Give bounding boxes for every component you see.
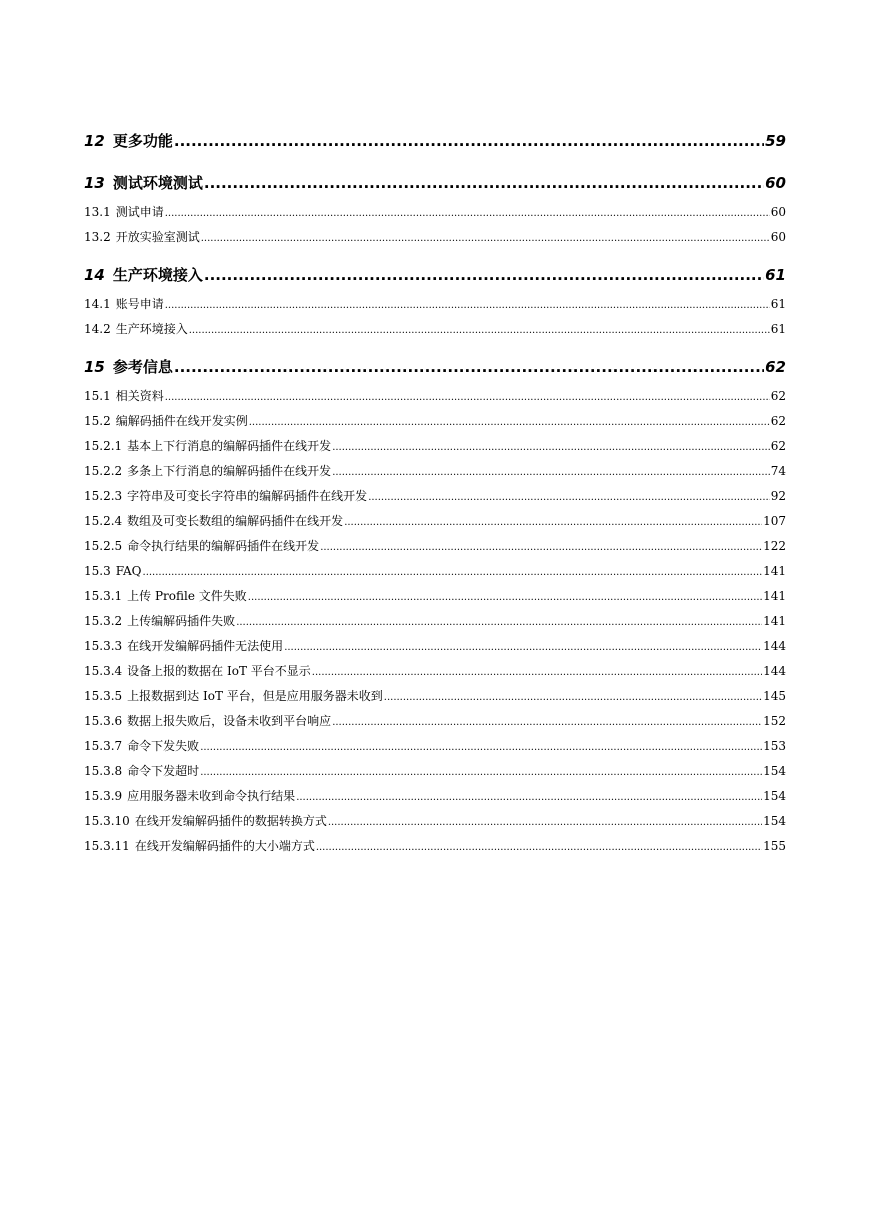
dot-leader: [143, 564, 763, 582]
toc-section-entry[interactable]: [84, 837, 786, 855]
toc-entry-title: 字符串及可变长字符串的编解码插件在线开发: [127, 489, 368, 503]
toc-entry-title: 参考信息: [112, 358, 173, 376]
toc-entry-number: 15.2.3: [84, 489, 123, 503]
toc-entry-title: 在线开发编解码插件无法使用: [127, 639, 284, 653]
dot-leader: [344, 514, 762, 532]
toc-entry-page-number: 60: [770, 230, 786, 244]
toc-entry-page-number: 61: [770, 297, 786, 311]
toc-entry-title: 编解码插件在线开发实例: [115, 414, 248, 428]
dot-leader: [312, 664, 762, 682]
toc-entry-page-number: 61: [770, 322, 786, 336]
toc-entry-number: 15.3.1: [84, 589, 123, 603]
toc-chapter-entry[interactable]: [84, 264, 786, 286]
toc-chapter-entry[interactable]: [84, 356, 786, 378]
toc-chapter-entry[interactable]: [84, 172, 786, 194]
toc-entry-page-number: 62: [770, 439, 786, 453]
toc-entry-page-number: 107: [763, 514, 786, 528]
toc-section-entry[interactable]: [84, 587, 786, 605]
dot-leader: [284, 639, 762, 657]
toc-entry-page-number: 152: [763, 714, 786, 728]
toc-entry-title: 命令执行结果的编解码插件在线开发: [127, 539, 320, 553]
toc-entry-page-number: 62: [770, 389, 786, 403]
toc-section-entry[interactable]: [84, 412, 786, 430]
dot-leader: [296, 789, 762, 807]
toc-entry-page-number: 74: [770, 464, 786, 478]
toc-entry-number: 15.3.2: [84, 614, 123, 628]
toc-section-entry[interactable]: [84, 637, 786, 655]
toc-entry-number: 15.3.10: [84, 814, 130, 828]
toc-entry-page-number: 60: [765, 174, 786, 192]
toc-entry-title: 数组及可变长数组的编解码插件在线开发: [127, 514, 344, 528]
toc-entry-page-number: 122: [763, 539, 786, 553]
toc-section-entry[interactable]: [84, 295, 786, 313]
toc-section-entry[interactable]: [84, 203, 786, 221]
toc-entry-number: 14: [84, 266, 105, 284]
dot-leader: [201, 230, 770, 248]
dot-leader: [165, 389, 770, 407]
toc-entry-number: 15.3: [84, 564, 111, 578]
toc-entry-number: 13.2: [84, 230, 111, 244]
toc-entry-number: 14.2: [84, 322, 111, 336]
toc-section-entry[interactable]: [84, 228, 786, 246]
toc-entry-page-number: 92: [770, 489, 786, 503]
toc-entry-page-number: 145: [763, 689, 786, 703]
toc-entry-title: 命令下发失败: [127, 739, 200, 753]
dot-leader: [200, 739, 762, 757]
toc-entry-page-number: 60: [770, 205, 786, 219]
toc-section-entry[interactable]: [84, 662, 786, 680]
toc-entry-page-number: 141: [763, 589, 786, 603]
toc-entry-title: 生产环境接入: [112, 266, 203, 284]
toc-entry-number: 12: [84, 132, 105, 150]
dot-leader: [200, 764, 762, 782]
dot-leader: [236, 614, 762, 632]
dot-leader: [174, 356, 764, 378]
dot-leader: [189, 322, 770, 340]
toc-entry-title: 测试申请: [115, 205, 164, 219]
toc-entry-page-number: 62: [765, 358, 786, 376]
dot-leader: [332, 714, 762, 732]
toc-section-entry[interactable]: [84, 762, 786, 780]
toc-entry-number: 15.3.6: [84, 714, 123, 728]
toc-entry-number: 15.3.8: [84, 764, 123, 778]
toc-entry-page-number: 144: [763, 664, 786, 678]
toc-entry-title: 上传编解码插件失败: [127, 614, 236, 628]
toc-section-entry[interactable]: [84, 787, 786, 805]
toc-entry-page-number: 141: [763, 564, 786, 578]
toc-section-entry[interactable]: [84, 612, 786, 630]
toc-entry-title: 设备上报的数据在 IoT 平台不显示: [127, 664, 311, 678]
toc-entry-number: 15.3.9: [84, 789, 123, 803]
toc-section-entry[interactable]: [84, 712, 786, 730]
toc-entry-page-number: 61: [765, 266, 786, 284]
toc-entry-page-number: 59: [765, 132, 786, 150]
dot-leader: [249, 414, 770, 432]
toc-section-entry[interactable]: [84, 562, 786, 580]
toc-entry-title: 基本上下行消息的编解码插件在线开发: [127, 439, 332, 453]
toc-entry-title: 开放实验室测试: [115, 230, 200, 244]
toc-section-entry[interactable]: [84, 812, 786, 830]
toc-entry-number: 15.3.11: [84, 839, 130, 853]
toc-entry-title: 测试环境测试: [112, 174, 203, 192]
toc-entry-page-number: 154: [763, 814, 786, 828]
toc-entry-page-number: 141: [763, 614, 786, 628]
toc-entry-title: 上传 Profile 文件失败: [127, 589, 247, 603]
toc-entry-page-number: 62: [770, 414, 786, 428]
toc-entry-title: 账号申请: [115, 297, 164, 311]
dot-leader: [174, 130, 764, 152]
toc-entry-number: 15.2.1: [84, 439, 123, 453]
dot-leader: [328, 814, 762, 832]
dot-leader: [384, 689, 762, 707]
dot-leader: [332, 439, 770, 457]
dot-leader: [248, 589, 762, 607]
toc-entry-page-number: 154: [763, 764, 786, 778]
dot-leader: [332, 464, 770, 482]
toc-entry-page-number: 153: [763, 739, 786, 753]
toc-entry-title: 上报数据到达 IoT 平台，但是应用服务器未收到: [127, 689, 383, 703]
dot-leader: [316, 839, 762, 857]
toc-entry-title: 多条上下行消息的编解码插件在线开发: [127, 464, 332, 478]
toc-entry-title: 相关资料: [115, 389, 164, 403]
dot-leader: [368, 489, 770, 507]
toc-section-entry[interactable]: [84, 462, 786, 480]
toc-entry-number: 15.2.2: [84, 464, 123, 478]
toc-entry-number: 15.2: [84, 414, 111, 428]
toc-section-entry[interactable]: [84, 320, 786, 338]
toc-entry-title: 在线开发编解码插件的数据转换方式: [134, 814, 327, 828]
toc-entry-number: 15.1: [84, 389, 111, 403]
toc-entry-title: 在线开发编解码插件的大小端方式: [134, 839, 315, 853]
dot-leader: [204, 264, 764, 286]
toc-entry-title: 更多功能: [112, 132, 173, 150]
toc-entry-number: 14.1: [84, 297, 111, 311]
toc-entry-number: 13.1: [84, 205, 111, 219]
dot-leader: [165, 297, 770, 315]
toc-entry-number: 13: [84, 174, 105, 192]
toc-section-entry[interactable]: [84, 737, 786, 755]
toc-entry-title: 应用服务器未收到命令执行结果: [127, 789, 296, 803]
toc-section-entry[interactable]: [84, 487, 786, 505]
toc-entry-number: 15.3.4: [84, 664, 123, 678]
toc-entry-page-number: 154: [763, 789, 786, 803]
dot-leader: [165, 205, 770, 223]
toc-entry-title: 数据上报失败后，设备未收到平台响应: [127, 714, 332, 728]
toc-entry-title: FAQ: [115, 564, 142, 578]
dot-leader: [320, 539, 762, 557]
toc-section-entry[interactable]: [84, 537, 786, 555]
toc-entry-number: 15: [84, 358, 105, 376]
toc-section-entry[interactable]: [84, 512, 786, 530]
toc-section-entry[interactable]: [84, 687, 786, 705]
toc-section-entry[interactable]: [84, 387, 786, 405]
toc-entry-number: 15.2.4: [84, 514, 123, 528]
toc-section-entry[interactable]: [84, 437, 786, 455]
toc-chapter-entry[interactable]: [84, 130, 786, 152]
toc-entry-number: 15.3.5: [84, 689, 123, 703]
toc-entry-number: 15.3.3: [84, 639, 123, 653]
toc-entry-number: 15.3.7: [84, 739, 123, 753]
toc-entry-title: 生产环境接入: [115, 322, 188, 336]
dot-leader: [204, 172, 764, 194]
toc-entry-page-number: 155: [763, 839, 786, 853]
toc-entry-title: 命令下发超时: [127, 764, 200, 778]
toc-entry-page-number: 144: [763, 639, 786, 653]
toc-entry-number: 15.2.5: [84, 539, 123, 553]
